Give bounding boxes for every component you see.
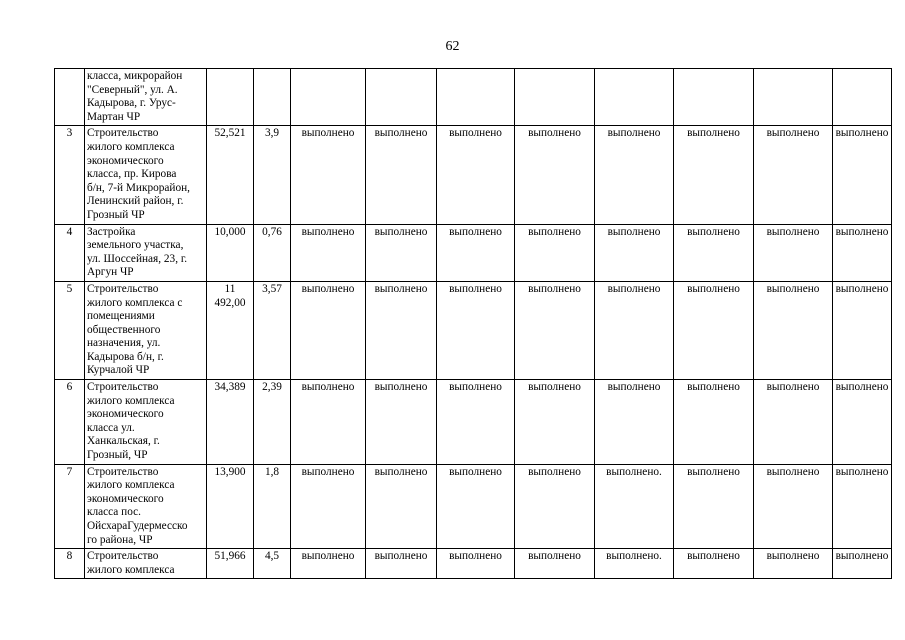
row-number-cell: 8 [55, 549, 85, 579]
status-cell: выполнено [674, 281, 754, 379]
area-value-cell: 11 492,00 [207, 281, 254, 379]
row-number-cell: 7 [55, 464, 85, 549]
status-cell: выполнено [833, 549, 892, 579]
status-cell: выполнено [291, 380, 366, 465]
object-description-cell: Строительство жилого комплекса экономического класса ул. Ханкальская, г. Грозный, ЧР [85, 380, 207, 465]
secondary-value-cell: 4,5 [254, 549, 291, 579]
area-value-cell: 52,521 [207, 126, 254, 224]
secondary-value-cell: 2,39 [254, 380, 291, 465]
status-cell: выполнено [833, 281, 892, 379]
status-cell: выполнено [674, 464, 754, 549]
status-cell: выполнено [437, 464, 515, 549]
page-number: 62 [445, 39, 460, 54]
status-cell [754, 69, 833, 126]
status-cell [437, 69, 515, 126]
status-cell: выполнено. [595, 464, 674, 549]
area-value-cell: 10,000 [207, 224, 254, 281]
area-value-cell: 13,900 [207, 464, 254, 549]
status-cell: выполнено [366, 224, 437, 281]
status-cell: выполнено [515, 126, 595, 224]
status-cell: выполнено [595, 281, 674, 379]
secondary-value-cell: 1,8 [254, 464, 291, 549]
secondary-value-cell: 0,76 [254, 224, 291, 281]
data-table [54, 68, 892, 579]
status-cell: выполнено [366, 126, 437, 224]
object-description-cell: Строительство жилого комплекса [85, 549, 207, 579]
object-description-cell: Строительство жилого комплекса экономического класса, пр. Кирова б/н, 7-й Микрорайон, Ленинский район, г. Грозный ЧР [85, 126, 207, 224]
table-row [55, 464, 892, 549]
status-cell: выполнено [754, 549, 833, 579]
status-cell [674, 69, 754, 126]
status-cell: выполнено [366, 380, 437, 465]
row-number-cell: 5 [55, 281, 85, 379]
status-cell: выполнено [437, 380, 515, 465]
status-cell: выполнено [366, 464, 437, 549]
status-cell: выполнено [674, 380, 754, 465]
status-cell: выполнено [437, 281, 515, 379]
status-cell: выполнено [595, 126, 674, 224]
status-cell: выполнено [595, 380, 674, 465]
status-cell [833, 69, 892, 126]
table-row [55, 126, 892, 224]
status-cell: выполнено [754, 380, 833, 465]
status-cell: выполнено [595, 224, 674, 281]
status-cell: выполнено [291, 549, 366, 579]
status-cell: выполнено [754, 464, 833, 549]
row-number-cell: 3 [55, 126, 85, 224]
status-cell: выполнено. [595, 549, 674, 579]
table-row [55, 224, 892, 281]
table-body [55, 69, 892, 579]
status-cell: выполнено [291, 464, 366, 549]
status-cell [595, 69, 674, 126]
status-cell: выполнено [674, 549, 754, 579]
table-row [55, 281, 892, 379]
row-number-cell: 6 [55, 380, 85, 465]
status-cell [515, 69, 595, 126]
object-description-cell: Строительство жилого комплекса с помещениями общественного назначения, ул. Кадырова б/н, г. Курчалой ЧР [85, 281, 207, 379]
status-cell: выполнено [754, 281, 833, 379]
status-cell: выполнено [754, 224, 833, 281]
status-cell: выполнено [291, 224, 366, 281]
status-cell: выполнено [291, 281, 366, 379]
status-cell: выполнено [515, 224, 595, 281]
object-description-cell: Застройка земельного участка, ул. Шоссейная, 23, г. Аргун ЧР [85, 224, 207, 281]
status-cell: выполнено [754, 126, 833, 224]
secondary-value-cell: 3,57 [254, 281, 291, 379]
secondary-value-cell: 3,9 [254, 126, 291, 224]
secondary-value-cell [254, 69, 291, 126]
table-row [55, 380, 892, 465]
status-cell: выполнено [833, 126, 892, 224]
status-cell: выполнено [515, 464, 595, 549]
table-row [55, 69, 892, 126]
table-row [55, 549, 892, 579]
status-cell: выполнено [515, 549, 595, 579]
area-value-cell: 34,389 [207, 380, 254, 465]
status-cell: выполнено [515, 380, 595, 465]
area-value-cell: 51,966 [207, 549, 254, 579]
status-cell: выполнено [437, 549, 515, 579]
object-description-cell: Строительство жилого комплекса экономического класса пос. ОйсхараГудермесско го района, ЧР [85, 464, 207, 549]
status-cell: выполнено [437, 224, 515, 281]
area-value-cell [207, 69, 254, 126]
status-cell: выполнено [515, 281, 595, 379]
row-number-cell [55, 69, 85, 126]
status-cell: выполнено [833, 464, 892, 549]
status-cell: выполнено [674, 224, 754, 281]
status-cell: выполнено [291, 126, 366, 224]
status-cell: выполнено [366, 549, 437, 579]
object-description-cell: класса, микрорайон "Северный", ул. А. Кадырова, г. Урус- Мартан ЧР [85, 69, 207, 126]
status-cell: выполнено [674, 126, 754, 224]
status-cell: выполнено [437, 126, 515, 224]
status-cell: выполнено [833, 224, 892, 281]
status-cell: выполнено [833, 380, 892, 465]
row-number-cell: 4 [55, 224, 85, 281]
status-cell [366, 69, 437, 126]
status-cell: выполнено [366, 281, 437, 379]
status-cell [291, 69, 366, 126]
